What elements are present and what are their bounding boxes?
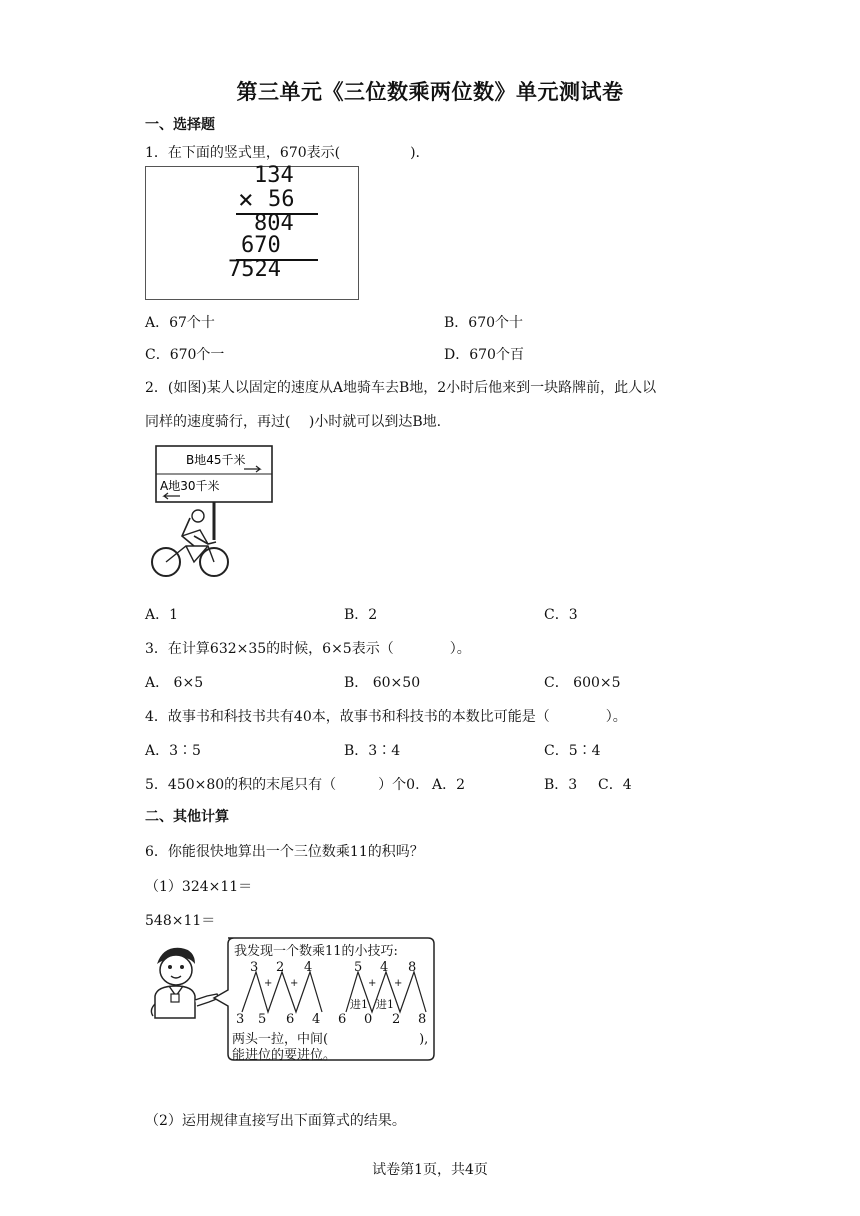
top-digit-left-1: 3: [250, 960, 259, 975]
section-heading-other: 二、其他计算: [145, 809, 229, 825]
q4-option-a[interactable]: A．3∶5: [145, 743, 201, 759]
q6-part2-instruction: （2）运用规律直接写出下面算式的结果。: [145, 1113, 406, 1129]
q4-option-c[interactable]: C．5∶4: [544, 743, 601, 759]
q6-part1-expr1: （1）324×11＝: [145, 879, 253, 895]
bottom-digit-left-3: 6: [286, 1012, 295, 1027]
calc-line-1: 134: [254, 163, 294, 188]
rule-line-2: 能进位的要进位。: [232, 1048, 337, 1063]
question-6-stem: 6．你能很快地算出一个三位数乘11的积吗？: [145, 844, 424, 860]
top-digit-left-3: 4: [304, 960, 313, 975]
bottom-digit-right-2: 0: [364, 1012, 373, 1027]
carry-label-2: 进1: [376, 998, 394, 1011]
page-title: 第三单元《三位数乘两位数》单元测试卷: [236, 80, 624, 104]
bottom-digit-left-1: 3: [236, 1012, 245, 1027]
top-digit-right-2: 4: [380, 960, 389, 975]
vertical-multiplication-figure: [145, 163, 359, 300]
calc-line-3: 804: [254, 211, 294, 236]
times-sign: ×: [238, 185, 254, 215]
q2-option-c[interactable]: C．3: [544, 607, 578, 623]
question-4-stem: 4．故事书和科技书共有40本，故事书和科技书的本数比可能是（ ）。: [145, 709, 627, 725]
top-digit-left-2: 2: [276, 960, 285, 975]
q1-option-b[interactable]: B．670个十: [444, 315, 524, 331]
road-sign-illustration: [150, 440, 280, 590]
plus-sign-3: +: [368, 978, 377, 989]
q4-option-b[interactable]: B．3∶4: [344, 743, 401, 759]
bubble-title: 我发现一个数乘11的小技巧:: [234, 944, 398, 959]
sign-b-label: B地45千米: [186, 453, 246, 467]
q5-option-c[interactable]: C．4: [598, 777, 632, 793]
bottom-digit-left-2: 5: [258, 1012, 267, 1027]
tip-speech-bubble: [206, 936, 436, 1064]
section-heading-choice: 一、选择题: [145, 117, 215, 133]
q2-option-b[interactable]: B．2: [344, 607, 378, 623]
rule-line-1: 两头一拉，中间( ),: [232, 1032, 429, 1047]
bottom-digit-right-3: 2: [392, 1012, 401, 1027]
q3-option-b[interactable]: B． 60×50: [344, 675, 421, 691]
plus-sign-4: +: [394, 978, 403, 989]
q5-option-a[interactable]: A．2: [432, 777, 466, 793]
q2-option-a[interactable]: A．1: [145, 607, 179, 623]
top-digit-right-1: 5: [354, 960, 363, 975]
carry-label-1: 进1: [350, 998, 368, 1011]
question-2-stem-line2: 同样的速度骑行，再过( )小时就可以到达B地.: [145, 414, 442, 430]
calc-line-2: 56: [268, 187, 295, 212]
calc-line-5: 7524: [228, 257, 281, 282]
calc-line-4: 670: [241, 233, 281, 258]
plus-sign-2: +: [290, 978, 299, 989]
q3-option-a[interactable]: A． 6×5: [145, 675, 204, 691]
q5-option-b[interactable]: B．3: [544, 777, 578, 793]
top-digit-right-3: 8: [408, 960, 417, 975]
bottom-digit-left-4: 4: [312, 1012, 321, 1027]
cyclist-road-sign-figure: [150, 440, 280, 590]
bottom-digit-right-4: 8: [418, 1012, 427, 1027]
sign-a-label: A地30千米: [160, 479, 220, 493]
plus-sign-1: +: [264, 978, 273, 989]
q1-option-d[interactable]: D．670个百: [444, 347, 524, 363]
question-1-stem: 1．在下面的竖式里，670表示( ).: [145, 145, 421, 161]
q6-part1-expr2: 548×11＝: [145, 913, 216, 929]
question-3-stem: 3．在计算632×35的时候，6×5表示（ ）。: [145, 641, 471, 657]
question-2-stem-line1: 2．(如图)某人以固定的速度从A地骑车去B地，2小时后他来到一块路牌前，此人以: [145, 380, 657, 396]
q1-option-a[interactable]: A．67个十: [145, 315, 215, 331]
q1-option-c[interactable]: C．670个一: [145, 347, 225, 363]
q3-option-c[interactable]: C． 600×5: [544, 675, 621, 691]
bottom-digit-right-1: 6: [338, 1012, 347, 1027]
page-footer: 试卷第1页，共4页: [372, 1162, 488, 1178]
question-5-stem: 5．450×80的积的末尾只有（ ）个0.: [145, 777, 420, 793]
